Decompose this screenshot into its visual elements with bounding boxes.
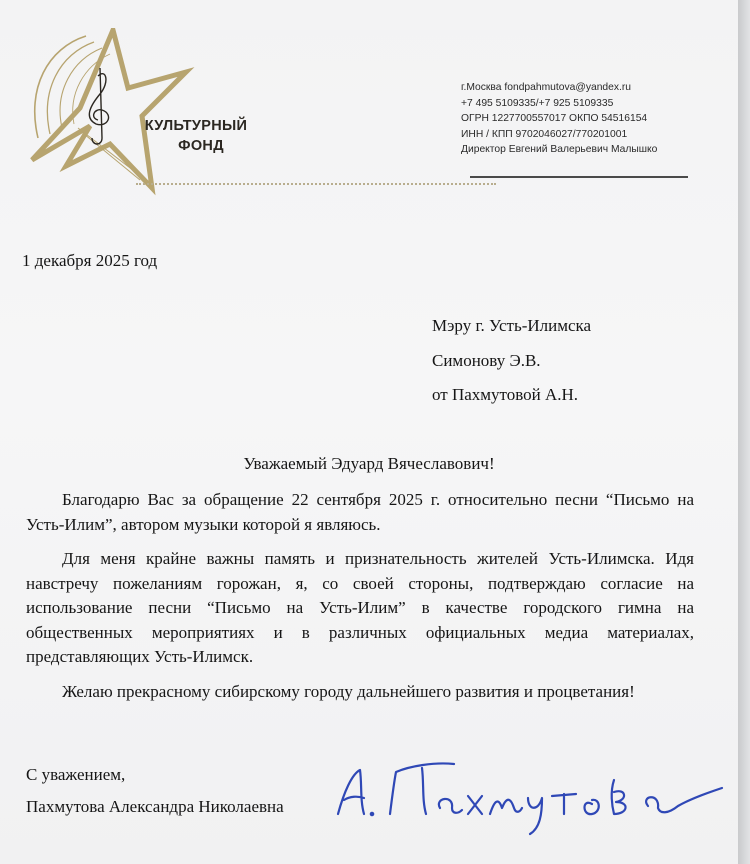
paper-edge xyxy=(738,0,750,864)
letter-date: 1 декабря 2025 год xyxy=(22,251,158,270)
logo-line2: ФОНД xyxy=(178,138,224,154)
paragraph-1: Благодарю Вас за обращение 22 сентября 2025 г. относительно песни “Письмо на Усть-Илим”, автором музыки которой я являюсь. xyxy=(26,490,694,534)
letter-body xyxy=(26,488,694,714)
signer-name: Пахмутова Александра Николаевна xyxy=(26,797,284,816)
logo-line1: КУЛЬТУРНЫЙ xyxy=(144,118,248,134)
greeting: Уважаемый Эдуард Вячеславович! xyxy=(243,454,495,473)
header-dotted-divider xyxy=(136,183,496,185)
closing: С уважением, xyxy=(26,765,126,784)
star-logo-icon xyxy=(18,28,238,198)
recipient-line-2: Симонову Э.В. xyxy=(432,351,541,370)
contact-inn-kpp: ИНН / КПП 9702046027/770201001 xyxy=(461,128,628,140)
contact-address-email: г.Москва fondpahmutova@yandex.ru xyxy=(461,82,632,93)
logo-title xyxy=(136,116,256,156)
contact-ogrn-okpo: ОГРН 1227700557017 ОКПО 54516154 xyxy=(461,113,648,124)
recipient-line-1: Мэру г. Усть-Илимска xyxy=(432,316,592,335)
header-divider xyxy=(470,176,688,178)
contact-phones: +7 495 5109335/+7 925 5109335 xyxy=(461,97,614,109)
contact-director: Директор Евгений Валерьевич Малышко xyxy=(461,144,658,155)
foundation-logo xyxy=(18,28,248,198)
handwritten-signature xyxy=(330,752,730,842)
paragraph-3: Желаю прекрасному сибирскому городу дальнейшего развития и процветания! xyxy=(62,681,635,701)
paragraph-2: Для меня крайне важны память и признательность жителей Усть-Илимска. Идя навстречу пожеланиям горожан, я, со своей стороны, подтверждаю согласие на использование песни “Письмо на Усть-Илим” в качестве городского гимна на общественных мероприятиях и в различных официальных медиа материалах, представляющих Усть-Илимск. xyxy=(26,549,694,666)
recipient-line-3: от Пахмутовой А.Н. xyxy=(432,385,579,404)
contact-block xyxy=(461,80,721,158)
